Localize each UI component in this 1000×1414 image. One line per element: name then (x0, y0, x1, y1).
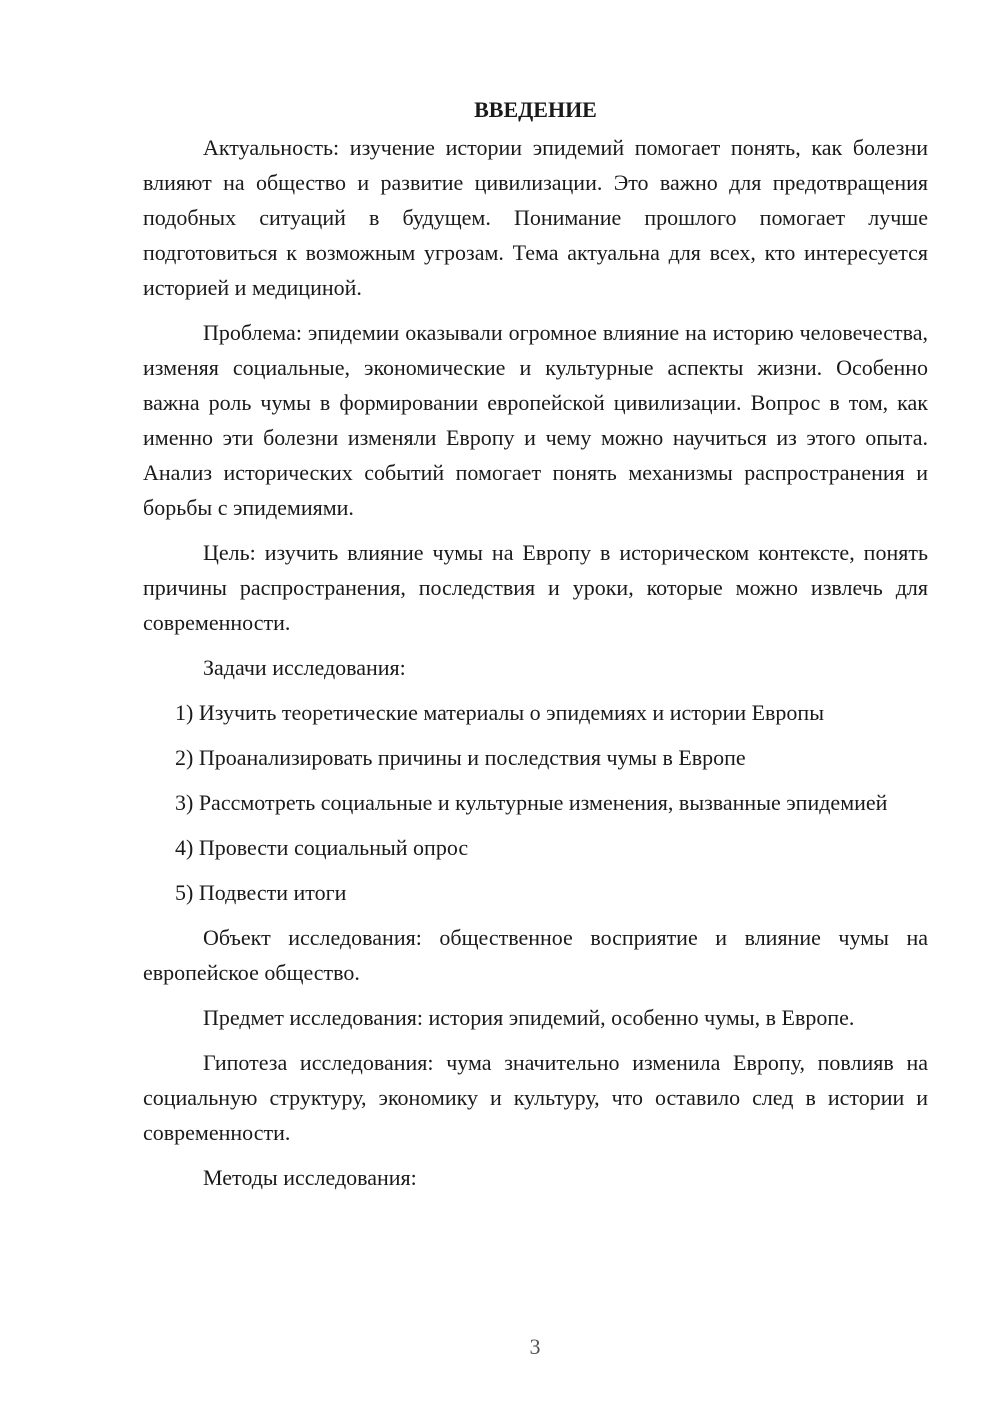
hypothesis-paragraph: Гипотеза исследования: чума значительно изменила Европу, повлияв на социальную структуру, экономику и культуру, что оставило след в истории и современности. (143, 1050, 928, 1145)
section-title: ВВЕДЕНИЕ (474, 97, 597, 122)
task-item: 1) Изучить теоретические материалы о эпидемиях и истории Европы (175, 700, 824, 725)
task-item: 2) Проанализировать причины и последствия чумы в Европе (175, 745, 746, 770)
tasks-heading: Задачи исследования: (203, 655, 406, 680)
goal-paragraph: Цель: изучить влияние чумы на Европу в историческом контексте, понять причины распространения, последствия и уроки, которые можно извлечь для современности. (143, 540, 928, 635)
task-item: 3) Рассмотреть социальные и культурные изменения, вызванные эпидемией (175, 790, 888, 815)
subject-paragraph: Предмет исследования: история эпидемий, особенно чумы, в Европе. (203, 1005, 855, 1030)
problem-paragraph: Проблема: эпидемии оказывали огромное влияние на историю человечества, изменяя социальные, экономические и культурные аспекты жизни. Особенно важна роль чумы в формировании европейской цивилизации. Вопрос в том, как именно эти болезни изменяли Европу и чему можно научиться из этого опыта. Анализ исторических событий помогает понять механизмы распространения и борьбы с эпидемиями. (143, 320, 928, 520)
relevance-paragraph: Актуальность: изучение истории эпидемий помогает понять, как болезни влияют на общество и развитие цивилизации. Это важно для предотвращения подобных ситуаций в будущем. Понимание прошлого помогает лучше подготовиться к возможным угрозам. Тема актуальна для всех, кто интересуется историей и медициной. (143, 135, 928, 300)
page-number: 3 (529, 1334, 541, 1359)
task-item: 4) Провести социальный опрос (175, 835, 469, 860)
document-page (143, 92, 928, 1205)
methods-heading: Методы исследования: (203, 1165, 417, 1190)
object-paragraph: Объект исследования: общественное восприятие и влияние чумы на европейское общество. (143, 925, 928, 985)
task-item: 5) Подвести итоги (175, 880, 347, 905)
